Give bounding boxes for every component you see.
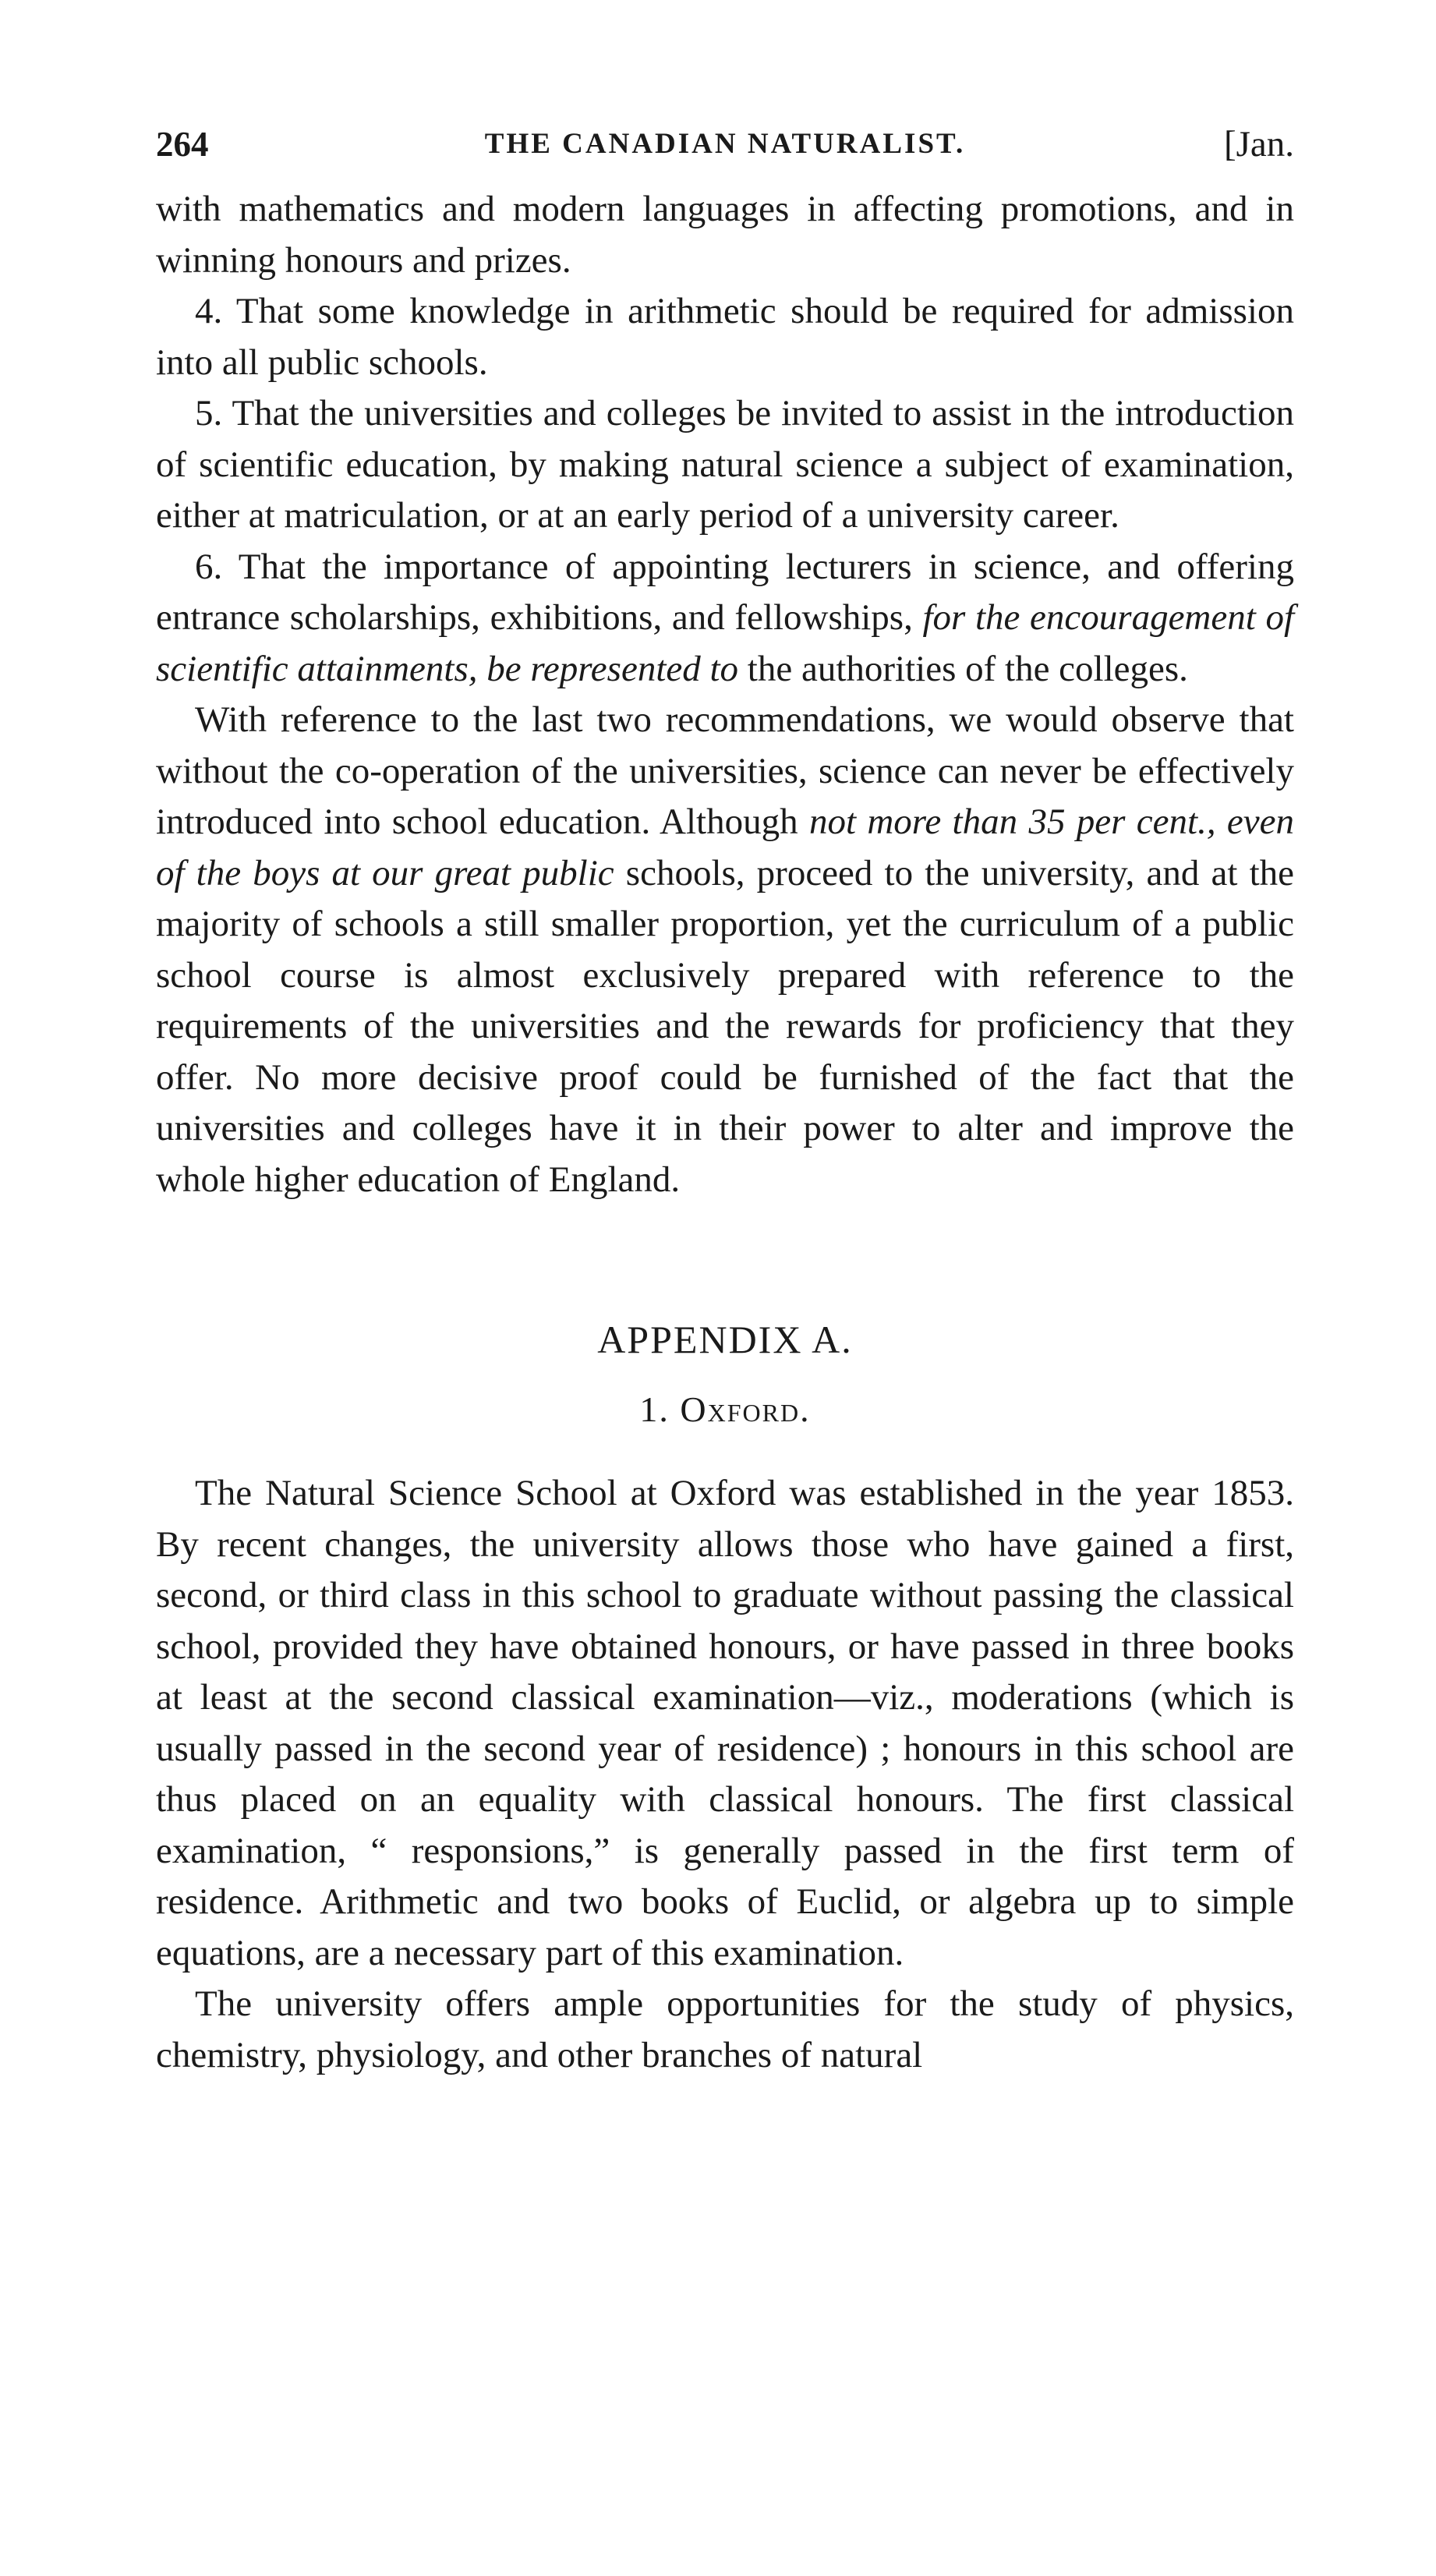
- reference-italic-text: not more than 35 per cent., even of the boys at our great public: [156, 801, 1294, 893]
- paragraph-reference: [156, 695, 1294, 1205]
- paragraph-item-6: [156, 542, 1294, 695]
- paragraph-item-5: 5. That the universities and colleges be invited to assist in the introduction of scientific education, by making natural science a subject of examination, either at matriculation, or at an early period of a university career.: [156, 393, 1294, 536]
- reference-text-start: With reference to the last two recommendations, we would observe that without the co-operation of the universities, science can never be effectively introduced into school education. Although: [156, 699, 1294, 842]
- appendix-heading: APPENDIX A.: [597, 1318, 853, 1361]
- paragraph-item-4: 4. That some knowledge in arithmetic should be required for admission into all public schools.: [156, 291, 1294, 383]
- paragraph-oxford: The Natural Science School at Oxford was established in the year 1853. By recent changes, the university allows those who have gained a first, second, or third class in this school to graduate without passing the classical school, provided they have obtained honours, or have passed in three books at least at the second classical examination—viz., moderations (which is usually passed in the second year of residence) ; honours in this school are thus placed on an equality with classical honours. The first classical examination, “ responsions,” is generally passed in the first term of residence. Arithmetic and two books of Euclid, or algebra up to simple equations, are a necessary part of this examination.: [156, 1473, 1294, 1973]
- reference-text-end: schools, proceed to the university, and at the majority of schools a still smaller proportion, yet the curriculum of a public school course is almost exclusively prepared with reference to the requirements of the universities and the rewards for proficiency that they offer. No more decisive proof could be furnished of the fact that the universities and colleges have it in their power to alter and improve the whole higher education of England.: [156, 852, 1294, 1200]
- item-6-text-end: the authorities of the colleges.: [747, 648, 1188, 689]
- journal-title: THE CANADIAN NATURALIST.: [484, 128, 966, 160]
- issue-label: [Jan.: [1223, 124, 1294, 165]
- section-heading-oxford: 1. Oxford.: [639, 1389, 811, 1429]
- paragraph-continuation: with mathematics and modern languages in affecting promotions, and in winning honours and prizes.: [156, 189, 1294, 281]
- paragraph-university: The university offers ample opportunities for the study of physics, chemistry, physiology, and other branches of natural: [156, 1983, 1294, 2075]
- running-head: [156, 117, 1294, 172]
- page-number: 264: [156, 125, 209, 164]
- item-6-italic-text: for the encouragement of scientific attainments, be represented to: [156, 597, 1295, 689]
- document-page: [156, 117, 1294, 2081]
- item-6-text-start: 6. That the importance of appointing lecturers in science, and offering entrance scholarships, exhibitions, and fellowships,: [156, 546, 1294, 638]
